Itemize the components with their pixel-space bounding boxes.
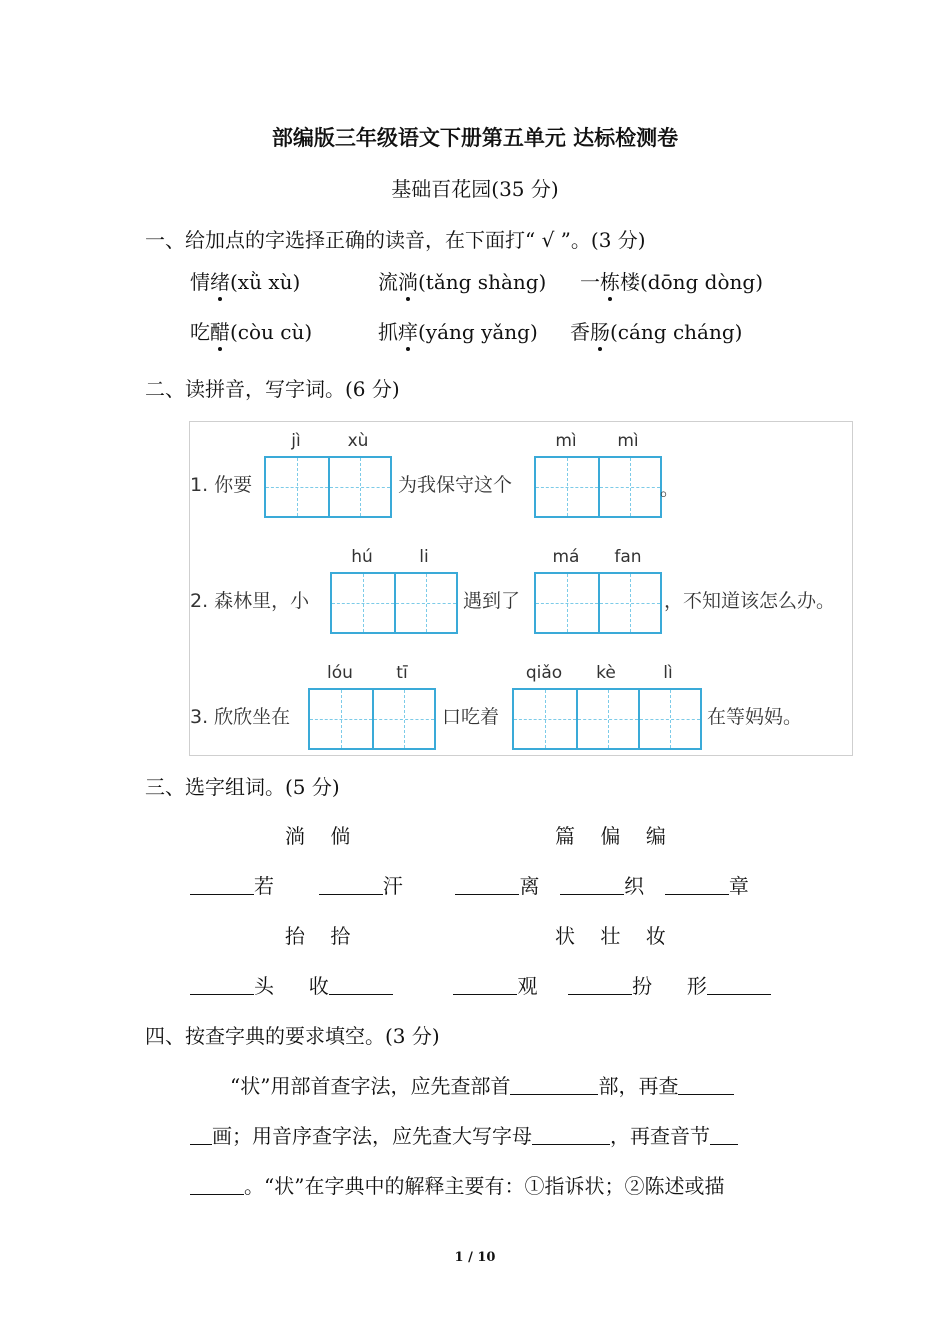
q4-line-2 [190, 1120, 738, 1149]
q3-char-group-3: 抬 拾 [285, 924, 351, 948]
q2-heading: 二、读拼音，写字词。(6 分) [145, 377, 400, 401]
q4-l1-text-a: “状”用部首查字法，应先查部首 [230, 1074, 511, 1098]
q4-heading: 四、按查字典的要求填空。(3 分) [145, 1024, 440, 1048]
s2-text-b: 遇到了 [463, 590, 521, 612]
q3-char-group-1: 淌 倘 [285, 824, 351, 848]
q1-item-2 [378, 266, 546, 295]
q1-item-2-options: (tǎng shàng) [418, 270, 547, 294]
q3-char-group-4: 状 壮 妆 [555, 924, 666, 948]
s3-writing-grid-2[interactable] [512, 688, 702, 750]
answer-blank[interactable] [190, 1126, 212, 1145]
s2-pinyin-1: hú [351, 547, 373, 567]
q1-item-4-dotted-char: 醋 [210, 316, 230, 345]
q4-l2-text-a: 画；用音序查字法，应先查大写字母 [212, 1124, 532, 1148]
s1-pinyin-2: xù [347, 431, 369, 451]
q1-item-3 [580, 266, 763, 295]
q3-r1-word-5: 章 [728, 874, 749, 898]
q3-heading: 三、选字组词。(5 分) [145, 775, 340, 799]
q1-item-5-options: (yáng yǎng) [418, 320, 538, 344]
s1-pinyin-3: mì [555, 431, 577, 451]
answer-blank[interactable] [707, 976, 771, 995]
q1-item-3-dotted-char: 栋 [600, 266, 620, 295]
q1-item-5-pre: 抓 [378, 320, 398, 344]
s2-pinyin-3: má [552, 547, 580, 567]
q1-item-1-options: (xǜ xù) [230, 270, 301, 294]
answer-blank[interactable] [665, 876, 729, 895]
q1-item-5-dotted-char: 痒 [398, 316, 418, 345]
answer-blank[interactable] [678, 1076, 734, 1095]
q1-item-2-dotted-char: 淌 [398, 266, 418, 295]
page-number: 1 / 10 [454, 1250, 496, 1265]
s1-text-c: 。 [660, 478, 680, 500]
answer-blank[interactable] [568, 976, 632, 995]
q1-item-4-options: (còu cù) [230, 320, 313, 344]
s2-pinyin-2: li [419, 547, 429, 567]
q3-row-1 [190, 870, 749, 899]
q1-item-4 [190, 316, 312, 345]
s3-pinyin-4: kè [596, 663, 616, 683]
q3-r1-word-3: 离 [519, 874, 540, 898]
answer-blank[interactable] [190, 976, 254, 995]
answer-blank[interactable] [710, 1126, 738, 1145]
s2-text-a: 2. 森林里，小 [190, 590, 310, 612]
q4-l3-text: 。“状”在字典中的解释主要有：①指诉状；②陈述或描 [244, 1174, 725, 1198]
q3-r1-word-1: 若 [254, 874, 274, 898]
answer-blank[interactable] [453, 976, 517, 995]
s3-writing-grid-1[interactable] [308, 688, 436, 750]
q1-item-1-pre: 情 [190, 270, 210, 294]
q1-heading: 一、给加点的字选择正确的读音，在下面打“ √ ”。(3 分) [145, 228, 646, 252]
s3-pinyin-2: tī [396, 663, 408, 683]
s2-pinyin-4: fan [614, 547, 642, 567]
s3-pinyin-3: qiǎo [525, 663, 563, 683]
q1-item-2-pre: 流 [378, 270, 398, 294]
s3-pinyin-5: lì [663, 663, 673, 683]
answer-blank[interactable] [510, 1076, 598, 1095]
s3-text-a: 3. 欣欣坐在 [190, 706, 291, 728]
q4-l1-text-b: 部，再查 [598, 1074, 679, 1098]
answer-blank[interactable] [532, 1126, 610, 1145]
q1-item-6 [570, 316, 742, 345]
s1-writing-grid-1[interactable] [264, 456, 392, 518]
s1-text-a: 1. 你要 [190, 474, 253, 496]
q1-item-6-dotted-char: 肠 [590, 316, 610, 345]
q3-row-2 [190, 970, 771, 999]
s1-text-b: 为我保守这个 [398, 474, 513, 496]
s2-text-c: ，不知道该怎么办。 [664, 590, 836, 612]
s2-writing-grid-2[interactable] [534, 572, 662, 634]
answer-blank[interactable] [455, 876, 519, 895]
s1-pinyin-1: jì [291, 431, 301, 451]
q1-item-4-pre: 吃 [190, 320, 210, 344]
answer-blank[interactable] [190, 876, 254, 895]
s1-writing-grid-2[interactable] [534, 456, 662, 518]
q4-line-3 [190, 1170, 724, 1199]
q3-r2-word-2: 收 [308, 974, 329, 998]
q1-item-3-options: 楼(dōng dòng) [620, 270, 764, 294]
q1-item-3-pre: 一 [580, 270, 600, 294]
q4-line-1 [230, 1070, 734, 1099]
q3-char-group-2: 篇 偏 编 [555, 824, 666, 848]
answer-blank[interactable] [190, 1176, 244, 1195]
s3-pinyin-1: lóu [327, 663, 353, 683]
q1-item-1-dotted-char: 绪 [210, 266, 230, 295]
answer-blank[interactable] [329, 976, 393, 995]
q3-r2-word-4: 扮 [632, 974, 653, 998]
s2-writing-grid-1[interactable] [330, 572, 458, 634]
q3-r1-word-4: 织 [624, 874, 645, 898]
q3-r1-word-2: 汗 [382, 874, 403, 898]
q1-item-1 [190, 266, 300, 295]
s3-text-b: 口吃着 [442, 706, 500, 728]
pinyin-grid-panel [189, 421, 853, 756]
q4-l2-text-b: ，再查音节 [610, 1124, 710, 1148]
q1-item-6-options: (cáng cháng) [610, 320, 743, 344]
q3-r2-word-5: 形 [686, 974, 707, 998]
q1-item-5 [378, 316, 538, 345]
s1-pinyin-4: mì [617, 431, 639, 451]
q3-r2-word-1: 头 [254, 974, 274, 998]
answer-blank[interactable] [560, 876, 624, 895]
s3-text-c: 在等妈妈。 [707, 706, 803, 728]
page-title: 部编版三年级语文下册第五单元 达标检测卷 [271, 125, 679, 150]
answer-blank[interactable] [319, 876, 383, 895]
section-subtitle: 基础百花园(35 分) [391, 177, 559, 201]
q1-item-6-pre: 香 [570, 320, 590, 344]
q3-r2-word-3: 观 [517, 974, 538, 998]
